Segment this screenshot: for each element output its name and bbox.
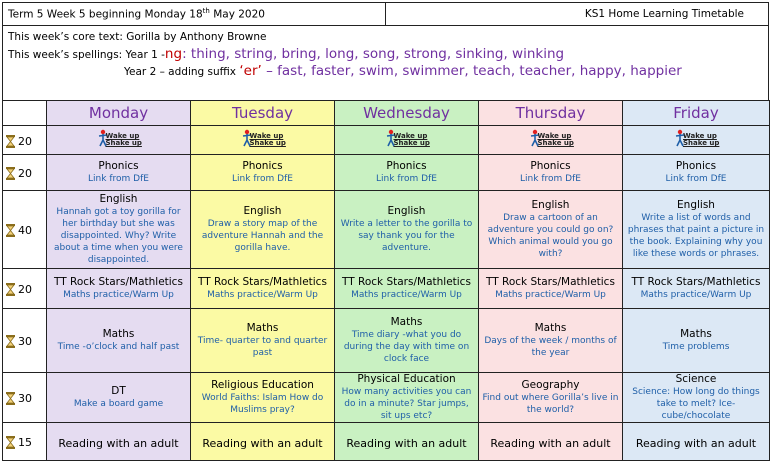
- lesson-cell: [191, 269, 335, 309]
- wake-up-shake-up-cell: [623, 126, 770, 155]
- wake-up-shake-up-logo: [530, 127, 572, 149]
- lesson-cell: [479, 155, 623, 191]
- reading-label: Reading with an adult: [58, 437, 179, 450]
- logo-line2: Shake up: [537, 139, 574, 147]
- lesson-cell: [191, 373, 335, 423]
- lesson-subject: Maths: [102, 328, 135, 340]
- timetable-page: [2, 2, 769, 460]
- core-text: This week’s core text: Gorilla by Anthony Browne: [8, 31, 267, 43]
- lesson-subject: Maths: [680, 328, 712, 340]
- lesson-task: Link from DfE: [520, 174, 581, 184]
- lesson-task: Time diary -what you do during the day with time on clock face: [343, 330, 470, 364]
- timetable-row: [3, 191, 770, 269]
- title-date: May 2020: [209, 8, 265, 21]
- lesson-task: Find out where Gorilla’s live in the world?: [482, 393, 619, 415]
- lesson-cell: [623, 191, 770, 269]
- timetable-row: [3, 155, 770, 191]
- title-cell: [3, 3, 386, 26]
- logo-line1: Wake up: [393, 132, 428, 140]
- lesson-subject: Science: [675, 373, 717, 385]
- duration-cell: [3, 373, 47, 423]
- lesson-cell: [335, 155, 479, 191]
- hourglass-icon: [6, 436, 15, 449]
- lesson-subject: English: [531, 199, 570, 211]
- wake-up-shake-up-cell: [335, 126, 479, 155]
- lesson-task: Maths practice/Warm Up: [495, 290, 606, 300]
- reading-label: Reading with an adult: [202, 437, 323, 450]
- spellings-label: This week’s spellings: Year 1 -: [8, 49, 165, 61]
- lesson-task: How many activities you can do in a minute? Star jumps, sit ups etc?: [341, 387, 472, 421]
- lesson-subject: Maths: [390, 316, 423, 328]
- spellings-suffix: ng: [164, 46, 183, 62]
- hourglass-icon: [6, 335, 15, 348]
- timetable-row: [3, 373, 770, 423]
- lesson-subject: Phonics: [386, 160, 427, 172]
- lesson-task: Link from DfE: [376, 174, 437, 184]
- lesson-cell: [479, 191, 623, 269]
- hourglass-icon: [6, 283, 15, 296]
- duration-cell: [3, 155, 47, 191]
- timetable-row: [3, 126, 770, 155]
- logo-line1: Wake up: [105, 132, 140, 140]
- year2-suffix: ‘er’: [239, 63, 262, 79]
- lesson-subject: Phonics: [98, 160, 139, 172]
- spellings-year2: [8, 63, 763, 80]
- lesson-task: Time -o’clock and half past: [57, 342, 180, 352]
- lesson-subject: English: [677, 199, 715, 211]
- lesson-task: Draw a cartoon of an adventure you could go on? Which animal would you go with?: [487, 213, 614, 259]
- lesson-task: Write a list of words and phrases that paint a picture in the book. Explaining why you like these words or phrases.: [627, 213, 765, 259]
- logo-line1: Wake up: [537, 132, 572, 140]
- lesson-task: Maths practice/Warm Up: [640, 290, 752, 300]
- wake-up-shake-up-logo: [98, 127, 140, 149]
- reading-label: Reading with an adult: [490, 437, 611, 450]
- lesson-subject: Religious Education: [211, 379, 314, 391]
- lesson-subject: TT Rock Stars/Mathletics: [198, 276, 327, 288]
- duration-cell: [3, 126, 47, 155]
- lesson-task: Link from DfE: [232, 174, 293, 184]
- day-header-tuesday: Tuesday: [191, 101, 335, 126]
- year2-label: Year 2 – adding suffix: [124, 66, 240, 78]
- lesson-subject: Phonics: [242, 160, 283, 172]
- duration-minutes: 30: [18, 392, 32, 405]
- wake-up-shake-up-logo: [386, 127, 428, 149]
- lesson-cell: [335, 269, 479, 309]
- logo-line1: Wake up: [683, 132, 717, 140]
- lesson-task: Maths practice/Warm Up: [63, 290, 174, 300]
- lesson-subject: Maths: [246, 322, 279, 334]
- lesson-subject: English: [243, 205, 282, 217]
- lesson-subject: TT Rock Stars/Mathletics: [54, 276, 183, 288]
- duration-minutes: 15: [18, 436, 32, 449]
- hourglass-icon: [6, 224, 15, 237]
- wake-up-shake-up-cell: [47, 126, 191, 155]
- lesson-cell: [47, 155, 191, 191]
- reading-label: Reading with an adult: [635, 437, 757, 450]
- lesson-subject: TT Rock Stars/Mathletics: [631, 276, 761, 288]
- lesson-cell: [335, 191, 479, 269]
- lesson-task: Link from DfE: [88, 174, 149, 184]
- duration-cell: [3, 423, 47, 461]
- lesson-cell: [335, 309, 479, 373]
- hourglass-icon: [6, 392, 15, 405]
- reading-label: Reading with an adult: [346, 437, 467, 450]
- logo-line1: Wake up: [249, 132, 284, 140]
- duration-minutes: 20: [18, 134, 32, 148]
- lesson-task: Maths practice/Warm Up: [207, 290, 318, 300]
- lesson-cell: [191, 155, 335, 191]
- duration-cell: [3, 269, 47, 309]
- lesson-cell: [47, 373, 191, 423]
- logo-line2: Shake up: [249, 139, 286, 147]
- spellings-words: thing, string, bring, long, song, strong, sinking, winking: [186, 46, 565, 62]
- wake-up-shake-up-cell: [191, 126, 335, 155]
- lesson-cell: [191, 309, 335, 373]
- lesson-task: World Faiths: Islam How do Muslims pray?: [201, 393, 324, 415]
- lesson-cell: [623, 155, 770, 191]
- reading-cell: [47, 423, 191, 461]
- year2-words: – fast, faster, swim, swimmer, teach, teacher, happy, happier: [261, 63, 682, 79]
- duration-minutes: 30: [18, 335, 32, 348]
- lesson-subject: English: [99, 193, 138, 205]
- lesson-task: Link from DfE: [665, 174, 727, 184]
- lesson-subject: Geography: [521, 379, 580, 391]
- lesson-cell: [47, 269, 191, 309]
- wake-up-shake-up-logo: [242, 127, 284, 149]
- corner-cell: [3, 101, 47, 126]
- lesson-task: Time- quarter to and quarter past: [197, 336, 328, 358]
- lesson-task: Hannah got a toy gorilla for her birthday but she was disappointed. Why? Write about a time when you were disappointed.: [54, 207, 183, 265]
- timetable-row: [3, 309, 770, 373]
- duration-cell: [3, 191, 47, 269]
- timetable-row: [3, 423, 770, 461]
- hourglass-icon: [6, 167, 15, 180]
- day-header-friday: Friday: [623, 101, 770, 126]
- lesson-cell: [479, 269, 623, 309]
- lesson-task: Maths practice/Warm Up: [351, 290, 462, 300]
- lesson-cell: [479, 373, 623, 423]
- lesson-cell: [191, 191, 335, 269]
- reading-cell: [191, 423, 335, 461]
- lesson-cell: [623, 309, 770, 373]
- duration-minutes: 40: [18, 224, 32, 237]
- lesson-subject: Physical Education: [357, 373, 456, 385]
- lesson-subject: DT: [111, 385, 126, 397]
- lesson-subject: Phonics: [530, 160, 571, 172]
- title-text: Term 5 Week 5 beginning Monday 18: [8, 8, 203, 21]
- logo-line2: Shake up: [105, 139, 142, 147]
- logo-line2: Shake up: [683, 139, 720, 147]
- lesson-task: Days of the week / months of the year: [484, 336, 617, 358]
- right-title-cell: [386, 3, 769, 26]
- lesson-cell: [623, 373, 770, 423]
- day-header-wednesday: Wednesday: [335, 101, 479, 126]
- lesson-task: Time problems: [662, 342, 730, 352]
- duration-minutes: 20: [18, 283, 32, 296]
- lesson-cell: [47, 191, 191, 269]
- timetable-grid: [2, 100, 770, 461]
- timetable-row: [3, 269, 770, 309]
- lesson-task: Science: How long do things take to melt? Ice-cube/chocolate: [632, 387, 760, 421]
- logo-line2: Shake up: [393, 139, 430, 147]
- lesson-subject: Maths: [534, 322, 567, 334]
- right-title: KS1 Home Learning Timetable: [584, 8, 744, 20]
- timetable-header: [2, 2, 769, 101]
- day-header-monday: Monday: [47, 101, 191, 126]
- duration-minutes: 20: [18, 167, 32, 180]
- lesson-cell: [47, 309, 191, 373]
- lesson-task: Draw a story map of the adventure Hannah and the gorilla have.: [201, 219, 324, 253]
- reading-cell: [479, 423, 623, 461]
- spellings-year1: [8, 46, 763, 63]
- hourglass-icon: [6, 135, 15, 148]
- lesson-subject: TT Rock Stars/Mathletics: [486, 276, 615, 288]
- info-cell: [3, 26, 769, 101]
- title-sup: th: [202, 7, 210, 16]
- lesson-task: Make a board game: [73, 399, 164, 409]
- duration-cell: [3, 309, 47, 373]
- lesson-subject: Phonics: [675, 160, 717, 172]
- lesson-subject: TT Rock Stars/Mathletics: [342, 276, 471, 288]
- day-header-thursday: Thursday: [479, 101, 623, 126]
- lesson-task: Write a letter to the gorilla to say thank you for the adventure.: [340, 219, 473, 253]
- reading-cell: [623, 423, 770, 461]
- lesson-cell: [335, 373, 479, 423]
- lesson-subject: English: [387, 205, 426, 217]
- lesson-cell: [623, 269, 770, 309]
- reading-cell: [335, 423, 479, 461]
- lesson-cell: [479, 309, 623, 373]
- wake-up-shake-up-cell: [479, 126, 623, 155]
- wake-up-shake-up-logo: [675, 127, 720, 149]
- spellings-colon: :: [182, 46, 187, 62]
